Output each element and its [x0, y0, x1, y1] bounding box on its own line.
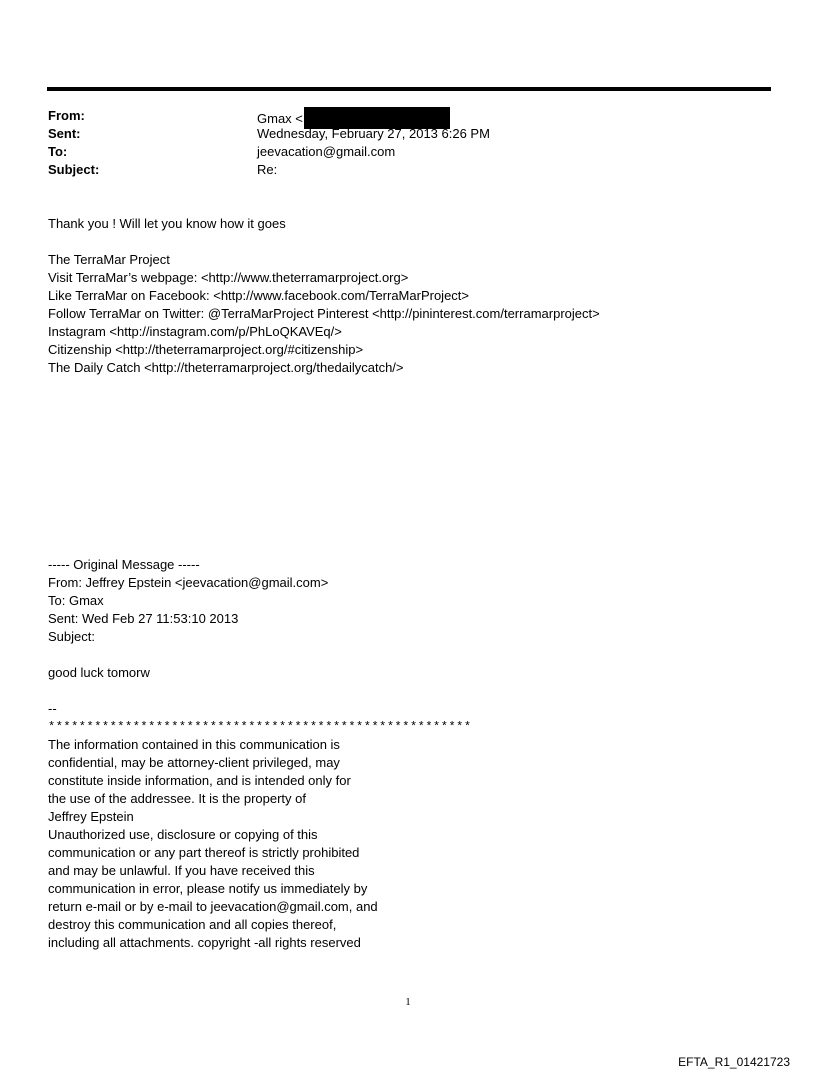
to-value[interactable]: jeevacation@gmail.com — [257, 144, 396, 159]
disclaimer-line: the use of the addressee. It is the property of — [48, 791, 306, 806]
signature-block — [48, 251, 600, 377]
document-id: EFTA_R1_01421723 — [678, 1055, 790, 1069]
signature-line: The TerraMar Project — [48, 252, 170, 267]
disclaimer-line: Jeffrey Epstein — [48, 809, 134, 824]
disclaimer-line: The information contained in this communication is — [48, 737, 340, 752]
original-subject: Subject: — [48, 629, 95, 644]
signature-line[interactable]: Citizenship <http://theterramarproject.org/#citizenship> — [48, 342, 364, 357]
disclaimer-line: and may be unlawful. If you have received this — [48, 863, 315, 878]
footer-dashes: -- — [48, 701, 57, 716]
from-name: Gmax < — [257, 111, 303, 126]
from-label: From: — [48, 108, 85, 123]
original-from: From: Jeffrey Epstein <jeevacation@gmail.com> — [48, 575, 329, 590]
disclaimer-line: Unauthorized use, disclosure or copying of this — [48, 827, 318, 842]
reply-body — [48, 215, 286, 233]
to-label: To: — [48, 144, 68, 159]
disclaimer-line: constitute inside information, and is intended only for — [48, 773, 351, 788]
reply-text: Thank you ! Will let you know how it goes — [48, 216, 286, 231]
disclaimer-line: communication in error, please notify us immediately by — [48, 881, 368, 896]
original-body-text: good luck tomorw — [48, 665, 150, 680]
subject-label: Subject: — [48, 162, 100, 177]
original-sent: Sent: Wed Feb 27 11:53:10 2013 — [48, 611, 239, 626]
disclaimer-line: destroy this communication and all copies thereof, — [48, 917, 337, 932]
original-body — [48, 664, 150, 682]
signature-line[interactable]: Like TerraMar on Facebook: <http://www.facebook.com/TerraMarProject> — [48, 288, 470, 303]
subject-value: Re: — [257, 162, 278, 177]
page-number: 1 — [405, 996, 411, 1008]
disclaimer-line: including all attachments. copyright -all rights reserved — [48, 935, 361, 950]
disclaimer-line: return e-mail or by e-mail to jeevacation@gmail.com, and — [48, 899, 378, 914]
signature-line[interactable]: The Daily Catch <http://theterramarproject.org/thedailycatch/> — [48, 360, 404, 375]
sent-value: Wednesday, February 27, 2013 6:26 PM — [257, 126, 490, 141]
disclaimer-line: communication or any part thereof is strictly prohibited — [48, 845, 360, 860]
original-separator: ----- Original Message ----- — [48, 557, 200, 572]
signature-line[interactable]: Visit TerraMar’s webpage: <http://www.theterramarproject.org> — [48, 270, 409, 285]
disclaimer-line: confidential, may be attorney-client privileged, may — [48, 755, 340, 770]
original-message — [48, 556, 328, 646]
header-rule — [47, 87, 771, 91]
signature-line[interactable]: Instagram <http://instagram.com/p/PhLoQKAVEq/> — [48, 324, 342, 339]
signature-line[interactable]: Follow TerraMar on Twitter: @TerraMarProject Pinterest <http://pininterest.com/terramarproject> — [48, 306, 600, 321]
footer-block — [48, 700, 472, 952]
sent-label: Sent: — [48, 126, 81, 141]
original-to: To: Gmax — [48, 593, 104, 608]
footer-stars: ******************************************************* — [48, 720, 472, 734]
